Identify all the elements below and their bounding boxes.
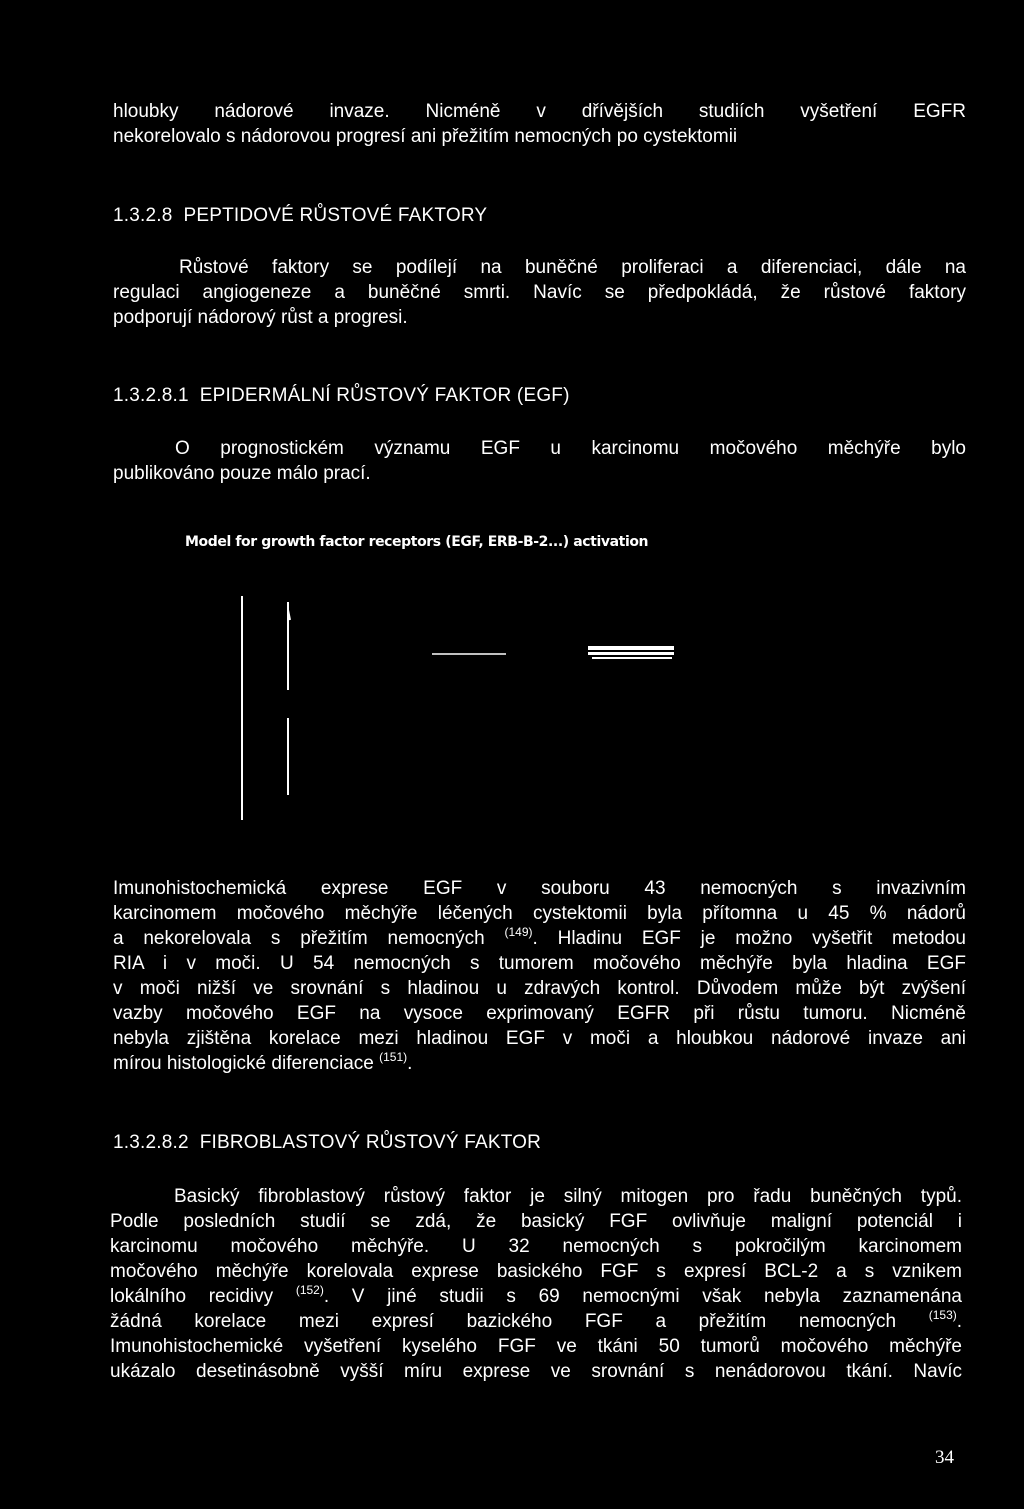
text-line: Imunohistochemická exprese EGF v souboru 43 nemocných s invazivním bbox=[113, 878, 966, 899]
section-heading bbox=[113, 204, 487, 228]
text-line: RIA i v moči. U 54 nemocných s tumorem močového měchýře byla hladina EGF bbox=[113, 953, 966, 974]
text-line: Růstové faktory se podílejí na buněčné proliferaci a diferenciaci, dále na bbox=[179, 257, 966, 278]
receptor-left bbox=[242, 596, 290, 820]
section-heading bbox=[113, 1131, 541, 1155]
intro-paragraph bbox=[113, 99, 966, 149]
citation: (149) bbox=[504, 925, 533, 939]
citation: (153) bbox=[928, 1308, 957, 1322]
fgf-paragraph bbox=[110, 1184, 962, 1384]
section-title: FIBROBLASTOVÝ RŮSTOVÝ FAKTOR bbox=[199, 1132, 542, 1153]
section-2-paragraph bbox=[113, 436, 966, 486]
text-segment: lokálního recidivy bbox=[110, 1286, 274, 1307]
text-line: podporují nádorový růst a progresi. bbox=[113, 307, 408, 328]
text-line bbox=[113, 926, 966, 951]
text-line: v moči nižší ve srovnání s hladinou u zdravých kontrol. Důvodem může být zvýšení bbox=[113, 978, 966, 999]
text-line: karcinomu močového měchýře. U 32 nemocných s pokročilým karcinomem bbox=[110, 1236, 962, 1257]
text-segment: a nekorelovala s přežitím nemocných bbox=[113, 928, 485, 949]
text-line bbox=[113, 1051, 966, 1076]
text-line bbox=[110, 1284, 962, 1309]
text-line: hloubky nádorové invaze. Nicméně v dřívějších studiích vyšetření EGFR bbox=[113, 101, 966, 122]
text-line: karcinomem močového měchýře léčených cystektomii byla přítomna u 45 % nádorů bbox=[113, 903, 966, 924]
text-line: Basický fibroblastový růstový faktor je silný mitogen pro řadu buněčných typů. bbox=[174, 1186, 962, 1207]
text-line: regulaci angiogeneze a buněčné smrti. Navíc se předpokládá, že růstové faktory bbox=[113, 282, 966, 303]
citation: (151) bbox=[379, 1050, 408, 1064]
text-segment: . bbox=[407, 1053, 413, 1074]
text-line: vazby močového EGF na vysoce exprimovaný EGFR při růstu tumoru. Nicméně bbox=[113, 1003, 966, 1024]
egf-paragraph bbox=[113, 876, 966, 1076]
text-segment: . V jiné studii s 69 nemocnými však nebyla zaznamenána bbox=[323, 1286, 962, 1307]
text-line: Imunohistochemické vyšetření kyselého FGF ve tkáni 50 tumorů močového měchýře bbox=[110, 1336, 962, 1357]
text-line bbox=[110, 1309, 962, 1334]
page-number: 34 bbox=[935, 1447, 954, 1468]
section-number: 1.3.2.8.1 bbox=[113, 385, 189, 406]
section-1-paragraph bbox=[113, 255, 966, 330]
section-title: PEPTIDOVÉ RŮSTOVÉ FAKTORY bbox=[183, 205, 488, 226]
text-line: nebyla zjištěna korelace mezi hladinou EGF v moči a hloubkou nádorové invaze ani bbox=[113, 1028, 966, 1049]
text-line: močového měchýře korelovala exprese basického FGF s expresí BCL-2 a s vznikem bbox=[110, 1261, 962, 1282]
section-title: EPIDERMÁLNÍ RŮSTOVÝ FAKTOR (EGF) bbox=[199, 385, 570, 406]
text-line: publikováno pouze málo prací. bbox=[113, 463, 371, 484]
section-number: 1.3.2.8.2 bbox=[113, 1132, 189, 1153]
receptor-block bbox=[588, 646, 674, 659]
text-line: O prognostickém významu EGF u karcinomu močového měchýře bylo bbox=[175, 438, 966, 459]
text-segment: . Hladinu EGF je možno vyšetřit metodou bbox=[532, 928, 966, 949]
figure-diagram bbox=[230, 590, 690, 830]
section-heading bbox=[113, 384, 570, 408]
text-line: nekorelovalo s nádorovou progresí ani přežitím nemocných po cystektomii bbox=[113, 126, 738, 147]
text-segment: mírou histologické diferenciace bbox=[113, 1053, 374, 1074]
text-line: Podle posledních studií se zdá, že basický FGF ovlivňuje maligní potenciál i bbox=[110, 1211, 962, 1232]
figure-title: Model for growth factor receptors (EGF, ERB-B-2...) activation bbox=[185, 534, 649, 550]
text-segment: . bbox=[956, 1311, 963, 1332]
text-segment: žádná korelace mezi expresí bazického FGF a přežitím nemocných bbox=[110, 1311, 897, 1332]
text-line: ukázalo desetinásobně vyšší míru exprese ve srovnání s nenádorovou tkání. Navíc bbox=[110, 1361, 962, 1382]
section-number: 1.3.2.8 bbox=[113, 205, 173, 226]
citation: (152) bbox=[295, 1283, 324, 1297]
